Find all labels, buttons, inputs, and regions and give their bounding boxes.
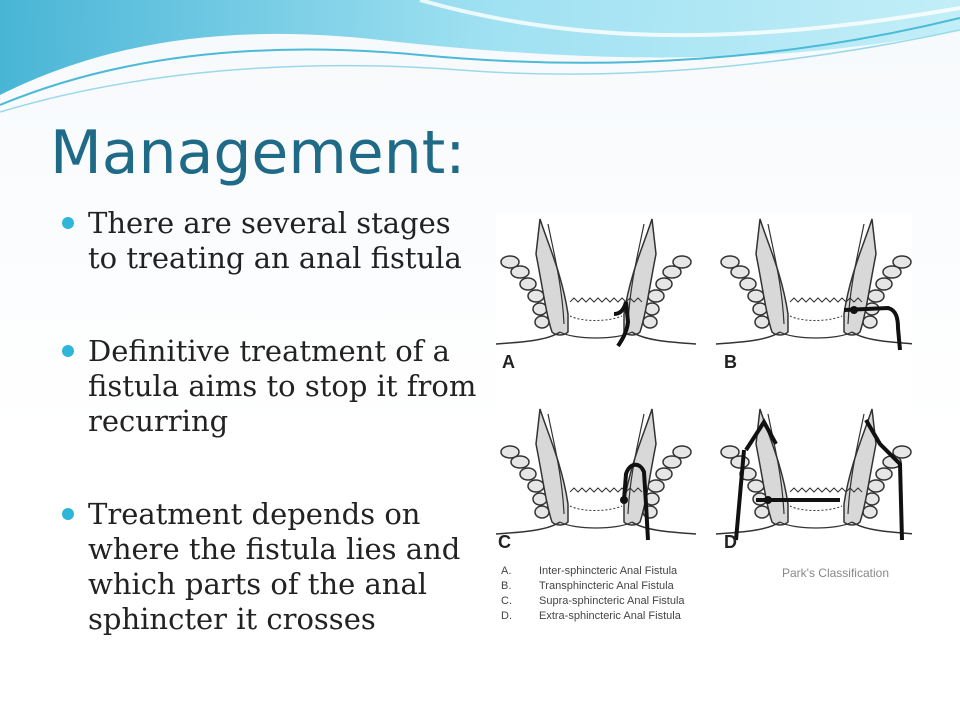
bullet-text: Treatment depends on where the fistula lies and which parts of the anal sphincter it crosses — [88, 497, 461, 636]
fistula-classification-figure — [496, 214, 912, 648]
legend-row — [501, 579, 685, 594]
bullet-dot-icon — [62, 345, 74, 357]
header-wave-decoration — [0, 0, 960, 120]
bullet-item — [60, 206, 480, 276]
bullet-item — [60, 497, 480, 637]
legend-text: Supra-sphincteric Anal Fistula — [539, 595, 685, 607]
panel-d-diagram — [716, 409, 912, 540]
panel-label-a: A — [502, 352, 515, 372]
bullet-text: Definitive treatment of a fistula aims to stop it from recurring — [88, 334, 477, 438]
panel-a-diagram — [496, 219, 696, 346]
panel-label-d: D — [724, 532, 737, 552]
legend-text: Extra-sphincteric Anal Fistula — [539, 610, 681, 622]
bullet-dot-icon — [62, 508, 74, 520]
legend-text: Transphincteric Anal Fistula — [539, 580, 674, 592]
legend-letter: C. — [501, 595, 512, 607]
slide-title: Management: — [50, 118, 466, 188]
legend-letter: A. — [501, 565, 512, 577]
legend-row — [501, 609, 685, 624]
legend-letter: D. — [501, 610, 512, 622]
legend-text: Inter-sphincteric Anal Fistula — [539, 565, 678, 577]
bullet-dot-icon — [62, 217, 74, 229]
legend-letter: B. — [501, 580, 512, 592]
bullet-text: There are several stages to treating an anal fistula — [88, 206, 462, 275]
panel-b-diagram — [716, 219, 912, 350]
panel-c-diagram — [496, 409, 696, 540]
legend-row — [501, 594, 685, 609]
panel-label-c: C — [498, 532, 511, 552]
bullet-item — [60, 334, 480, 439]
figure-legend — [501, 564, 685, 624]
fistula-diagrams-illustration — [496, 214, 912, 554]
legend-row — [501, 564, 685, 579]
figure-caption: Park's Classification — [782, 566, 889, 580]
bullet-list — [60, 206, 480, 637]
panel-label-b: B — [724, 352, 737, 372]
